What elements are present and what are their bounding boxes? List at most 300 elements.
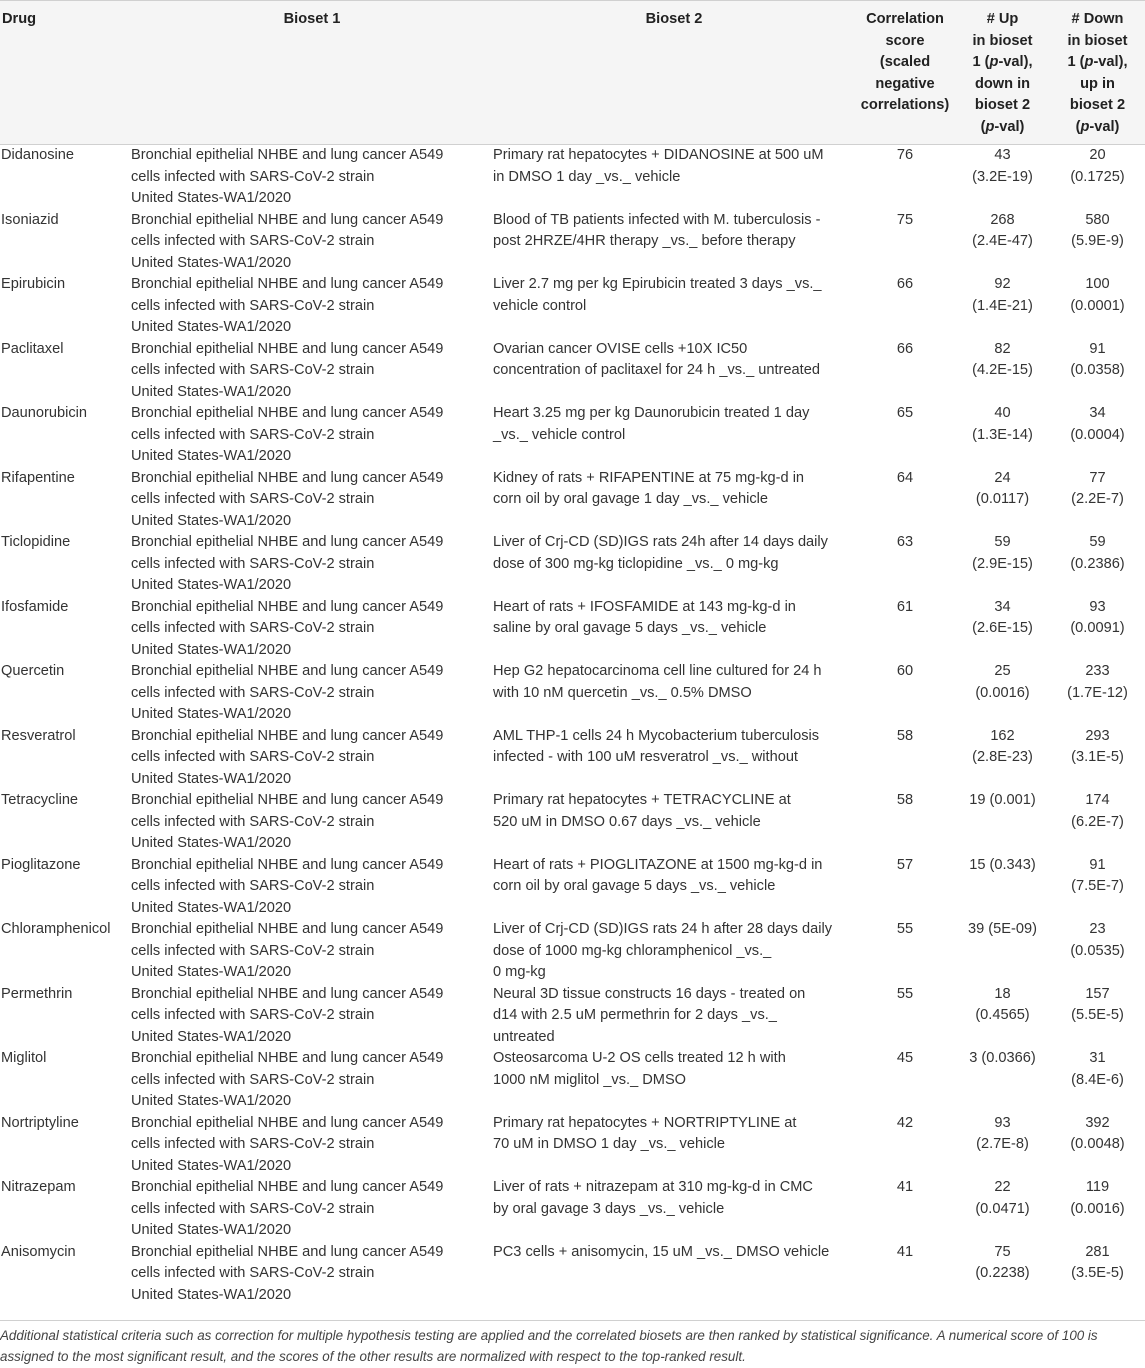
header-up-text: 1 ( [972,54,990,70]
up-count-cell [955,984,1050,1049]
bioset2-cell [493,145,855,210]
up-count-line: 59 [994,534,1011,550]
down-count-line: 77 [1089,469,1106,486]
bioset1-line: cells infected with SARS-CoV-2 strain [131,878,375,894]
down-count-line: (6.2E-7) [1071,813,1124,830]
down-count-line: (0.0091) [1070,620,1125,636]
bioset1-line: United States-WA1/2020 [131,1093,292,1109]
down-count-cell [1050,403,1145,468]
down-count-line: 91 [1089,340,1106,357]
bioset1-line: Bronchial epithelial NHBE and lung cancer A549 [131,147,444,163]
bioset2-cell [493,919,855,984]
up-count-line: (1.3E-14) [972,426,1033,443]
bioset2-line: PC3 cells + anisomycin, 15 uM _vs._ DMSO vehicle [493,1243,830,1260]
bioset2-line: Heart of rats + PIOGLITAZONE at 1500 mg-kg-d in [493,856,823,873]
correlation-score-cell: 55 [896,921,914,937]
bioset2-line: Primary rat hepatocytes + DIDANOSINE at 500 uM [493,147,824,163]
up-count-line: (0.4565) [975,1007,1030,1023]
drug-cell: Miglitol [1,1050,47,1066]
up-count-line: 24 [994,469,1011,486]
correlation-score-cell: 58 [896,727,914,744]
bioset1-line: United States-WA1/2020 [131,448,292,464]
down-count-line: 580 [1085,211,1110,228]
bioset1-line: Bronchial epithelial NHBE and lung cancer A549 [131,1179,444,1195]
down-count-line: 91 [1089,856,1106,873]
down-count-line: (0.0535) [1070,942,1125,959]
down-count-line: (7.5E-7) [1071,878,1124,894]
bioset1-line: Bronchial epithelial NHBE and lung cancer A549 [131,921,444,937]
down-count-line: (0.0048) [1070,1136,1125,1152]
table-row [0,919,1145,984]
correlation-score-cell: 64 [896,469,914,486]
up-count-line: 268 [990,211,1015,228]
bioset1-cell [131,210,493,275]
up-count-cell [955,274,1050,339]
header-correlation-line: score [885,32,925,49]
drug-cell: Nortriptyline [1,1114,79,1131]
bioset2-line: dose of 1000 mg-kg chloramphenicol _vs._ [493,942,772,959]
bioset1-line: cells infected with SARS-CoV-2 strain [131,813,375,830]
up-count-line: 92 [994,276,1011,292]
up-count-line: 82 [994,340,1011,357]
bioset2-line: vehicle control [493,297,587,314]
down-count-cell [1050,145,1145,210]
correlation-score-cell: 76 [896,147,914,163]
up-count-line: (2.6E-15) [972,620,1033,636]
down-count-cell [1050,274,1145,339]
bioset2-line: 0 mg-kg [493,964,546,980]
bioset1-line: Bronchial epithelial NHBE and lung cancer A549 [131,985,444,1002]
bioset1-line: cells infected with SARS-CoV-2 strain [131,168,375,185]
up-count-line: 18 [994,985,1011,1002]
up-count-line: (0.0471) [975,1200,1030,1217]
header-correlation-line: correlations) [860,97,950,113]
bioset1-line: cells infected with SARS-CoV-2 strain [131,1265,375,1281]
bioset1-line: Bronchial epithelial NHBE and lung cancer A549 [131,1243,444,1260]
bioset1-line: cells infected with SARS-CoV-2 strain [131,749,375,765]
bioset2-cell [493,1177,855,1242]
header-bioset1: Bioset 1 [131,1,493,145]
bioset2-line: Primary rat hepatocytes + NORTRIPTYLINE at [493,1114,797,1131]
bioset1-cell [131,726,493,791]
bioset1-line: Bronchial epithelial NHBE and lung cancer A549 [131,211,444,228]
drug-cell: Rifapentine [1,469,75,486]
bioset2-cell [493,597,855,662]
bioset1-line: Bronchial epithelial NHBE and lung cancer A549 [131,792,444,808]
up-count-cell [955,145,1050,210]
bioset1-cell [131,532,493,597]
table-header [0,1,1145,145]
drug-cell: Ticlopidine [1,534,71,550]
bioset1-line: cells infected with SARS-CoV-2 strain [131,297,375,314]
bioset1-line: cells infected with SARS-CoV-2 strain [131,620,375,636]
table-row [0,274,1145,339]
up-count-cell [955,661,1050,726]
correlation-score-cell: 61 [896,598,914,615]
bioset2-line: _vs._ vehicle control [493,426,626,443]
bioset1-line: Bronchial epithelial NHBE and lung cancer A549 [131,598,444,615]
bioset1-line: Bronchial epithelial NHBE and lung cancer A549 [131,469,444,486]
bioset2-line: untreated [493,1028,555,1045]
down-count-cell [1050,984,1145,1049]
down-count-line: (2.2E-7) [1071,491,1124,507]
header-up-line: # Up [986,11,1019,27]
bioset1-line: Bronchial epithelial NHBE and lung cancer A549 [131,856,444,873]
bioset2-line: Heart of rats + IFOSFAMIDE at 143 mg-kg-d in [493,598,796,615]
table-row [0,403,1145,468]
bioset1-cell [131,790,493,855]
down-count-line: 100 [1085,276,1110,292]
drug-cell: Paclitaxel [1,340,64,357]
header-down-line: in bioset [1067,32,1128,49]
bioset2-line: 520 uM in DMSO 0.67 days _vs._ vehicle [493,813,761,830]
bioset1-line: United States-WA1/2020 [131,190,292,206]
header-down-text: 1 ( [1067,54,1085,70]
bioset1-line: United States-WA1/2020 [131,641,292,658]
up-count-line: 93 [994,1114,1011,1131]
correlation-score-cell: 58 [896,792,914,808]
down-count-line: (5.9E-9) [1071,233,1124,249]
up-count-cell [955,919,1050,984]
down-count-cell [1050,790,1145,855]
bioset2-cell [493,790,855,855]
up-count-cell [955,726,1050,791]
bioset1-cell [131,468,493,533]
down-count-line: 20 [1089,147,1106,163]
bioset1-line: United States-WA1/2020 [131,964,292,980]
bioset1-line: United States-WA1/2020 [131,835,292,851]
bioset1-line: cells infected with SARS-CoV-2 strain [131,491,375,507]
up-count-line: 75 [994,1243,1011,1260]
bioset1-line: Bronchial epithelial NHBE and lung cancer A549 [131,405,444,421]
down-count-line: 157 [1085,985,1110,1002]
correlation-score-cell: 57 [896,856,914,873]
bioset2-line: 1000 nM miglitol _vs._ DMSO [493,1071,687,1088]
bioset2-cell [493,1048,855,1113]
down-count-cell [1050,597,1145,662]
table-row [0,1242,1145,1307]
bioset1-line: cells infected with SARS-CoV-2 strain [131,942,375,959]
bioset2-cell [493,403,855,468]
table-row [0,468,1145,533]
up-count-cell [955,468,1050,533]
up-count-line: 15 (0.343) [969,856,1036,873]
drug-cell: Pioglitazone [1,856,81,873]
header-down-p: p [1084,54,1094,70]
bioset1-cell [131,984,493,1049]
table-row [0,790,1145,855]
bioset2-line: with 10 nM quercetin _vs._ 0.5% DMSO [493,684,752,701]
drug-cell: Quercetin [1,663,65,679]
table-row [0,984,1145,1049]
up-count-cell [955,1048,1050,1113]
bioset2-line: Heart 3.25 mg per kg Daunorubicin treated 1 day [493,405,810,421]
header-up-line [955,117,1050,139]
bioset2-line: infected - with 100 uM resveratrol _vs._ without [493,749,798,765]
footnote-line: assigned to the most significant result, and the scores of the other results are normalized with respect to the top-ranked result. [0,1349,746,1364]
bioset2-line: 70 uM in DMSO 1 day _vs._ vehicle [493,1136,725,1152]
bioset2-cell [493,984,855,1049]
table-row [0,1113,1145,1178]
header-up-line: down in [974,75,1031,92]
up-count-line: 25 [994,663,1011,679]
header-up-line: in bioset [972,32,1033,49]
up-count-cell [955,1242,1050,1307]
bioset2-line: Liver of Crj-CD (SD)IGS rats 24h after 14 days daily [493,534,828,550]
bioset2-cell [493,532,855,597]
up-count-cell [955,210,1050,275]
table-row [0,597,1145,662]
drug-cell: Epirubicin [1,276,66,292]
down-count-line: (0.0358) [1070,362,1125,378]
bioset1-line: cells infected with SARS-CoV-2 strain [131,684,375,701]
drug-cell: Daunorubicin [1,405,87,421]
bioset2-line: Liver 2.7 mg per kg Epirubicin treated 3 days _vs._ [493,276,822,292]
correlation-score-cell: 65 [896,405,914,421]
header-up-p: p [989,54,999,70]
bioset1-line: cells infected with SARS-CoV-2 strain [131,555,375,572]
down-count-line: (0.2386) [1070,555,1125,572]
bioset1-line: Bronchial epithelial NHBE and lung cancer A549 [131,727,444,744]
down-count-line: 233 [1085,663,1110,679]
down-count-line: (0.0016) [1070,1200,1125,1217]
table-row [0,855,1145,920]
up-count-line: (2.7E-8) [976,1136,1029,1152]
bioset2-line: Ovarian cancer OVISE cells +10X IC50 [493,340,748,357]
bioset1-cell [131,919,493,984]
bioset2-line: corn oil by oral gavage 5 days _vs._ vehicle [493,878,776,894]
bioset1-line: cells infected with SARS-CoV-2 strain [131,233,375,249]
correlation-score-cell: 60 [896,663,914,679]
drug-cell: Tetracycline [1,792,79,808]
down-count-line: 281 [1085,1243,1110,1260]
correlation-score-cell: 55 [896,985,914,1002]
bioset2-line: in DMSO 1 day _vs._ vehicle [493,168,681,185]
bioset1-line: Bronchial epithelial NHBE and lung cancer A549 [131,534,444,550]
bioset1-line: United States-WA1/2020 [131,383,292,400]
bioset1-line: United States-WA1/2020 [131,254,292,271]
bioset1-line: United States-WA1/2020 [131,512,292,529]
bioset2-line: Liver of rats + nitrazepam at 310 mg-kg-d in CMC [493,1179,813,1195]
bioset2-line: dose of 300 mg-kg ticlopidine _vs._ 0 mg-kg [493,555,779,572]
table-body [0,145,1145,1307]
down-count-line: (0.0004) [1070,426,1125,443]
header-up-text: ( [980,118,986,135]
down-count-line: 174 [1085,792,1110,808]
up-count-line: (1.4E-21) [972,297,1033,314]
down-count-line: (0.1725) [1070,168,1125,185]
correlation-score-cell: 63 [896,534,914,550]
bioset1-line: United States-WA1/2020 [131,1157,292,1174]
up-count-line: (2.4E-47) [972,233,1033,249]
bioset2-cell [493,274,855,339]
bioset1-cell [131,1048,493,1113]
down-count-cell [1050,919,1145,984]
drug-cell: Permethrin [1,985,73,1002]
bioset1-cell [131,597,493,662]
up-count-line: 162 [990,727,1015,744]
bioset1-line: United States-WA1/2020 [131,706,292,722]
bioset1-line: Bronchial epithelial NHBE and lung cancer A549 [131,1050,444,1066]
table-row [0,532,1145,597]
bioset2-line: Neural 3D tissue constructs 16 days - treated on [493,985,806,1002]
up-count-line: 3 (0.0366) [969,1050,1036,1066]
bioset1-line: cells infected with SARS-CoV-2 strain [131,1136,375,1152]
down-count-line: 93 [1089,598,1106,615]
bioset1-line: cells infected with SARS-CoV-2 strain [131,426,375,443]
down-count-line: 23 [1089,921,1106,937]
up-count-line: 22 [994,1179,1011,1195]
correlation-score-cell: 66 [896,340,914,357]
bioset2-line: Hep G2 hepatocarcinoma cell line cultured for 24 h [493,663,822,679]
bioset1-cell [131,274,493,339]
header-down-text: -val), [1093,54,1128,70]
bioset2-cell [493,1113,855,1178]
down-count-line: (0.0001) [1070,297,1125,314]
bioset1-line: Bronchial epithelial NHBE and lung cancer A549 [131,340,444,357]
header-down [1050,1,1145,145]
down-count-cell [1050,210,1145,275]
header-down-line: bioset 2 [1069,97,1126,113]
bioset1-line: United States-WA1/2020 [131,899,292,916]
bioset1-line: United States-WA1/2020 [131,1028,292,1045]
down-count-line: 293 [1085,727,1110,744]
up-count-line: 34 [994,598,1011,615]
header-down-line: # Down [1071,11,1124,27]
header-down-text: -val) [1089,118,1120,135]
down-count-line: 34 [1089,405,1106,421]
up-count-cell [955,855,1050,920]
bioset2-cell [493,1242,855,1307]
up-count-line: (2.8E-23) [972,749,1033,765]
bioset2-line: AML THP-1 cells 24 h Mycobacterium tuberculosis [493,727,820,744]
up-count-cell [955,403,1050,468]
header-up-text: -val), [998,54,1033,70]
bioset2-cell [493,468,855,533]
header-down-line [1050,52,1145,74]
header-up-text: -val) [994,118,1025,135]
header-up-p: p [985,118,995,135]
up-count-line: (0.2238) [975,1265,1030,1281]
bioset2-cell [493,661,855,726]
bioset2-line: saline by oral gavage 5 days _vs._ vehicle [493,620,767,636]
bioset1-cell [131,1113,493,1178]
bioset1-line: cells infected with SARS-CoV-2 strain [131,1007,375,1023]
header-down-line: up in [1080,75,1115,92]
correlation-score-cell: 42 [896,1114,914,1131]
footnote-line: Additional statistical criteria such as correction for multiple hypothesis testing are applied and the correlated biosets are then ranked by statistical significance. A numerical score of 100 is [0,1328,1098,1343]
header-correlation-line: (scaled [879,54,931,70]
drug-cell: Isoniazid [1,211,59,228]
down-count-cell [1050,1177,1145,1242]
bioset1-cell [131,403,493,468]
bioset1-cell [131,339,493,404]
down-count-line: (3.5E-5) [1071,1265,1124,1281]
header-correlation-line: negative [875,75,935,92]
down-count-cell [1050,339,1145,404]
bioset2-line: Blood of TB patients infected with M. tuberculosis - [493,211,821,228]
down-count-cell [1050,1048,1145,1113]
table-row [0,210,1145,275]
table-row [0,339,1145,404]
up-count-line: 43 [994,147,1011,163]
down-count-cell [1050,855,1145,920]
bioset2-line: Primary rat hepatocytes + TETRACYCLINE at [493,792,791,808]
down-count-line: (3.1E-5) [1071,749,1124,765]
bioset1-line: United States-WA1/2020 [131,1286,292,1303]
header-up-line [955,52,1050,74]
table-row [0,1048,1145,1113]
down-count-line: 392 [1085,1114,1110,1131]
down-count-cell [1050,661,1145,726]
up-count-cell [955,339,1050,404]
drug-cell: Chloramphenicol [1,921,111,937]
bioset1-line: Bronchial epithelial NHBE and lung cancer A549 [131,663,444,679]
header-correlation [855,1,955,145]
down-count-line: (5.5E-5) [1071,1007,1124,1023]
up-count-cell [955,790,1050,855]
table-row [0,1177,1145,1242]
table-footnote [0,1320,1145,1367]
correlation-score-cell: 75 [896,211,914,228]
bioset1-cell [131,1177,493,1242]
bioset2-line: Osteosarcoma U-2 OS cells treated 12 h with [493,1050,786,1066]
drug-cell: Nitrazepam [1,1179,76,1195]
correlation-score-cell: 45 [896,1050,914,1066]
bioset2-line: Liver of Crj-CD (SD)IGS rats 24 h after 28 days daily [493,921,833,937]
table-row [0,661,1145,726]
bioset2-cell [493,339,855,404]
bioset2-line: concentration of paclitaxel for 24 h _vs._ untreated [493,362,820,378]
bioset2-line: post 2HRZE/4HR therapy _vs._ before therapy [493,233,796,249]
down-count-line: 31 [1089,1050,1106,1066]
bioset1-line: United States-WA1/2020 [131,577,292,593]
header-up [955,1,1050,145]
up-count-line: 19 (0.001) [969,792,1036,808]
header-row [0,1,1145,145]
down-count-cell [1050,1113,1145,1178]
header-up-line: bioset 2 [974,97,1031,113]
drug-cell: Resveratrol [1,727,76,744]
header-down-p: p [1080,118,1090,135]
down-count-line: (1.7E-12) [1067,684,1128,701]
up-count-line: (3.2E-19) [972,168,1033,185]
down-count-line: (8.4E-6) [1071,1071,1124,1088]
bioset1-line: cells infected with SARS-CoV-2 strain [131,1071,375,1088]
down-count-cell [1050,532,1145,597]
header-correlation-line: Correlation [866,11,944,27]
drug-cell: Didanosine [1,147,75,163]
bioset1-line: United States-WA1/2020 [131,319,292,335]
down-count-line: 119 [1085,1179,1110,1195]
up-count-cell [955,1177,1050,1242]
down-count-cell [1050,1242,1145,1307]
up-count-line: (4.2E-15) [972,362,1033,378]
bioset2-line: d14 with 2.5 uM permethrin for 2 days _vs._ [493,1007,777,1023]
header-drug: Drug [0,1,131,145]
down-count-cell [1050,726,1145,791]
bioset1-cell [131,855,493,920]
up-count-line: (2.9E-15) [972,555,1033,572]
bioset2-line: corn oil by oral gavage 1 day _vs._ vehicle [493,491,769,507]
correlation-score-cell: 66 [896,276,914,292]
up-count-cell [955,597,1050,662]
bioset1-line: Bronchial epithelial NHBE and lung cancer A549 [131,276,444,292]
drug-cell: Ifosfamide [1,598,69,615]
header-down-text: ( [1075,118,1081,135]
bioset1-line: cells infected with SARS-CoV-2 strain [131,362,375,378]
up-count-cell [955,1113,1050,1178]
